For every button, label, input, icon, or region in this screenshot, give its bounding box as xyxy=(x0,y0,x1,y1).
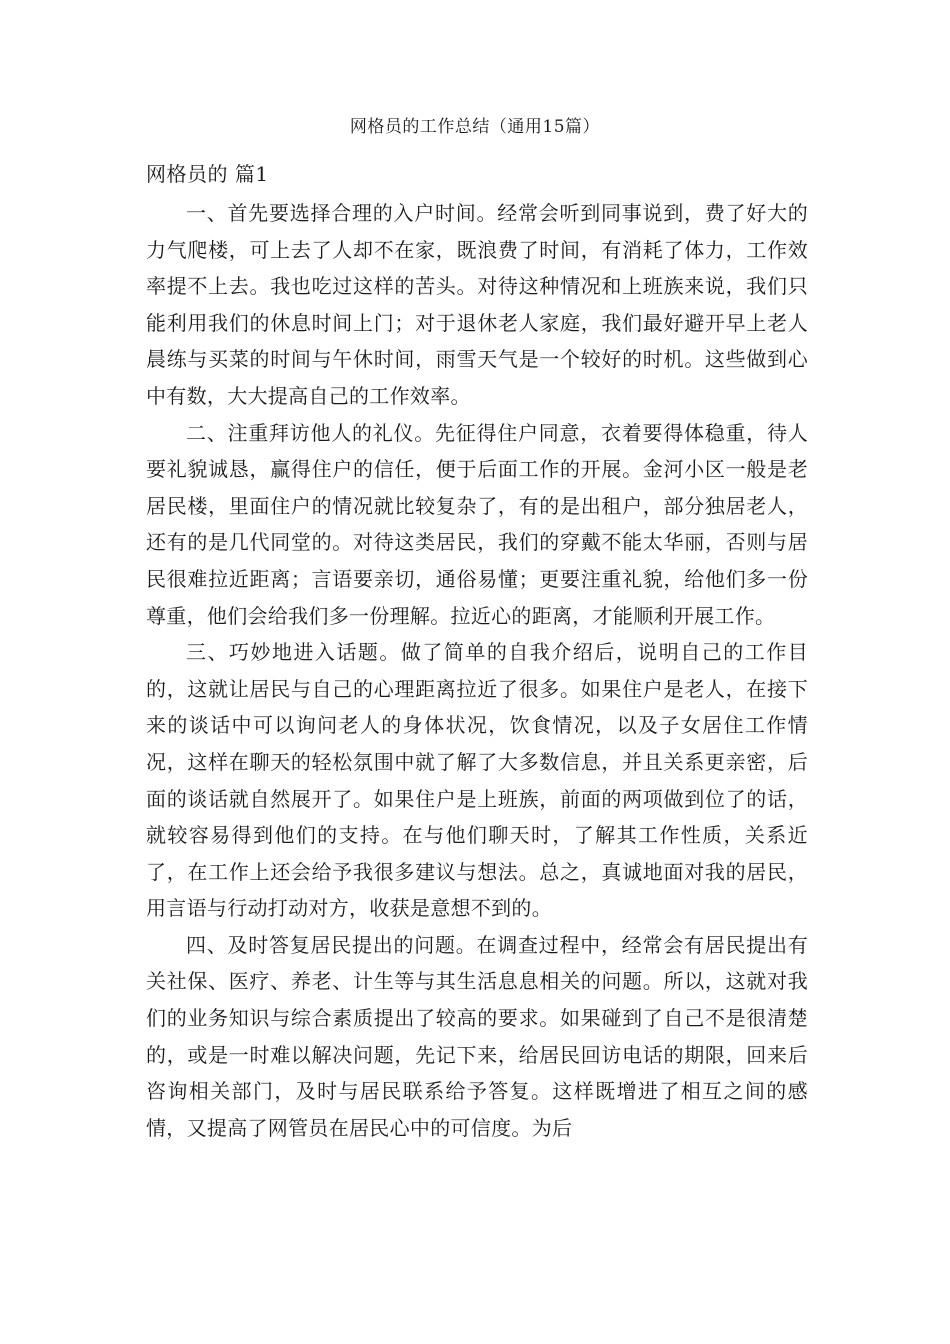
paragraph-1: 一、首先要选择合理的入户时间。经常会听到同事说到，费了好大的力气爬楼，可上去了人却不在家，既浪费了时间，有消耗了体力，工作效率提不上去。我也吃过这样的苦头。对待这种情况和上班族来说，我们只能利用我们的休息时间上门；对于退休老人家庭，我们最好避开早上老人晨练与买菜的时间与午休时间，雨雪天气是一个较好的时机。这些做到心中有数，大大提高自己的工作效率。 xyxy=(146,201,808,408)
paragraph-2: 二、注重拜访他人的礼仪。先征得住户同意，衣着要得体稳重，待人要礼貌诚恳，赢得住户的信任，便于后面工作的开展。金河小区一般是老居民楼，里面住户的情况就比较复杂了，有的是出租户，部分独居老人，还有的是几代同堂的。对待这类居民，我们的穿戴不能太华丽，否则与居民很难拉近距离；言语要亲切，通俗易懂；更要注重礼貌，给他们多一份尊重，他们会给我们多一份理解。拉近心的距离，才能顺利开展工作。 xyxy=(146,420,808,628)
section-heading: 网格员的 篇1 xyxy=(146,162,269,186)
document-body xyxy=(146,195,808,1146)
paragraph-4: 四、及时答复居民提出的问题。在调查过程中，经常会有居民提出有关社保、医疗、养老、计生等与其生活息息相关的问题。所以，这就对我们的业务知识与综合素质提出了较高的要求。如果碰到了自己不是很清楚的，或是一时难以解决问题，先记下来，给居民回访电话的期限，回来后咨询相关部门，及时与居民联系给予答复。这样既增进了相互之间的感情，又提高了网管员在居民心中的可信度。为后 xyxy=(146,932,808,1140)
document-title: 网格员的工作总结（通用15篇） xyxy=(349,117,601,137)
paragraph-3: 三、巧妙地进入话题。做了简单的自我介绍后，说明自己的工作目的，这就让居民与自己的心理距离拉近了很多。如果住户是老人，在接下来的谈话中可以询问老人的身体状况，饮食情况，以及子女居住工作情况，这样在聊天的轻松氛围中就了解了大多数信息，并且关系更亲密，后面的谈话就自然展开了。如果住户是上班族，前面的两项做到位了的话，就较容易得到他们的支持。在与他们聊天时，了解其工作性质，关系近了，在工作上还会给予我很多建议与想法。总之，真诚地面对我的居民，用言语与行动打动对方，收获是意想不到的。 xyxy=(146,640,808,921)
